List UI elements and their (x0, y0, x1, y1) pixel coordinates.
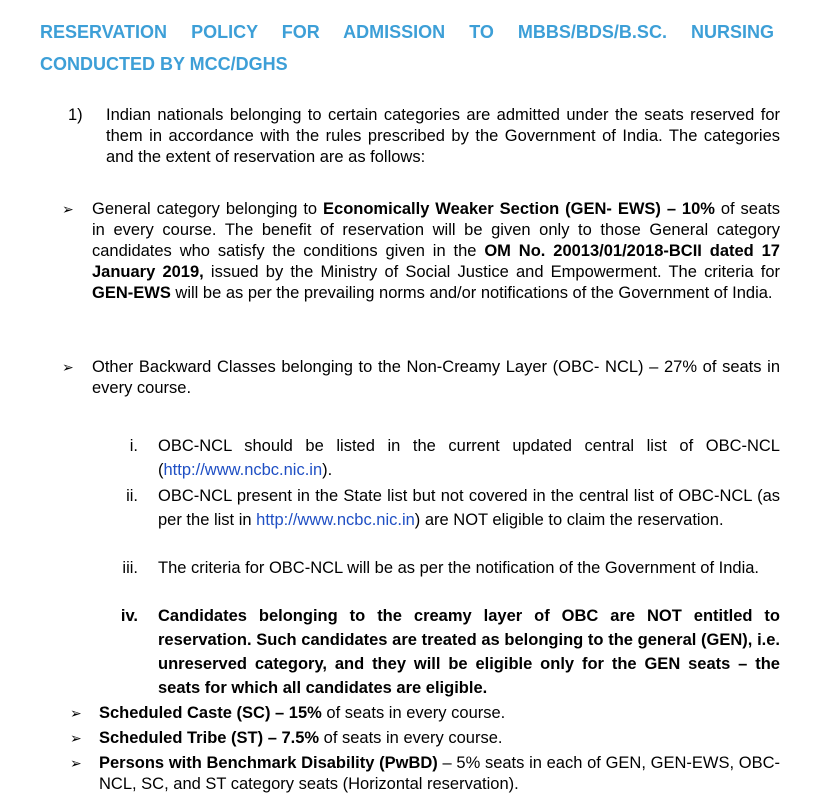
st-text: of seats in every course. (319, 729, 503, 747)
ncbc-link[interactable]: http://www.ncbc.nic.in (256, 511, 415, 529)
ews-text-1: General category belonging to (92, 200, 324, 218)
obc-item-2-text: OBC-NCL present in the State list but not covered in the central list of OBC-NCL (as per the list in (158, 487, 780, 529)
ews-text-3: issued by the Ministry of Social Justice and Empowerment. The criteria for (203, 263, 780, 281)
intro-paragraph: Indian nationals belonging to certain categories are admitted under the seats reserved for them in accordance with the rules prescribed by the Government of India. The categories and the extent of reservation are as follows: (106, 106, 780, 166)
st-bold: Scheduled Tribe (ST) – 7.5% (99, 729, 320, 747)
obc-item-1 (158, 434, 780, 482)
sc-paragraph (99, 703, 780, 724)
pwbd-text: – 5% seats in each of GEN, GEN-EWS, OBC-NCL, SC, and ST category seats (Horizontal reservation). (99, 754, 780, 793)
pwbd-bold: Persons with Benchmark Disability (PwBD) (99, 754, 438, 772)
ews-text-2: of seats in every course. The benefit of reservation will be given only to those General category candidates who satisfy the conditions given in the (92, 200, 780, 260)
obc-item-number: i. (129, 437, 138, 455)
st-paragraph (99, 728, 780, 749)
sc-text: of seats in every course. (321, 704, 506, 722)
obc-item-number: ii. (126, 487, 138, 505)
bullet-arrow-icon: ➢ (62, 359, 74, 375)
obc-paragraph: Other Backward Classes belonging to the Non-Creamy Layer (OBC- NCL) – 27% of seats in every course. (92, 358, 780, 397)
bullet-arrow-icon: ➢ (70, 730, 82, 746)
pwbd-paragraph (99, 753, 780, 795)
bullet-arrow-icon: ➢ (62, 201, 74, 217)
obc-item-1-text-end: ). (322, 461, 333, 479)
obc-item-2 (158, 484, 780, 532)
obc-item-4: Candidates belonging to the creamy layer of OBC are NOT entitled to reservation. Such candidates are treated as belonging to the general (GEN), i.e. unreserved category, and they will be eligible only for the GEN seats – the seats for which all candidates are eligible. (158, 607, 780, 697)
ews-bold-1: Economically Weaker Section (GEN- EWS) – 10% (323, 200, 715, 218)
obc-item-number: iv. (120, 607, 138, 625)
sc-bold: Scheduled Caste (SC) – 15% (99, 704, 322, 722)
page-title: RESERVATION POLICY FOR ADMISSION TO MBBS/BDS/B.SC. NURSING CONDUCTED BY MCC/DGHS (40, 22, 774, 74)
obc-item-number: iii. (122, 559, 138, 577)
obc-item-1-text: OBC-NCL should be listed in the current updated central list of OBC-NCL ( (158, 437, 780, 479)
ews-bold-2: OM No. 20013/01/2018-BCII dated 17 January 2019, (92, 242, 780, 281)
ews-bold-3: GEN-EWS (92, 284, 171, 302)
bullet-arrow-icon: ➢ (70, 755, 82, 771)
ncbc-link[interactable]: http://www.ncbc.nic.in (163, 461, 323, 479)
intro-number: 1) (68, 106, 83, 124)
obc-item-2-text-end: ) are NOT eligible to claim the reservation. (414, 511, 724, 529)
ews-text-4: will be as per the prevailing norms and/or notifications of the Government of India. (170, 284, 773, 302)
obc-item-3: The criteria for OBC-NCL will be as per the notification of the Government of India. (158, 559, 759, 577)
bullet-arrow-icon: ➢ (70, 705, 82, 721)
ews-paragraph (92, 199, 780, 304)
